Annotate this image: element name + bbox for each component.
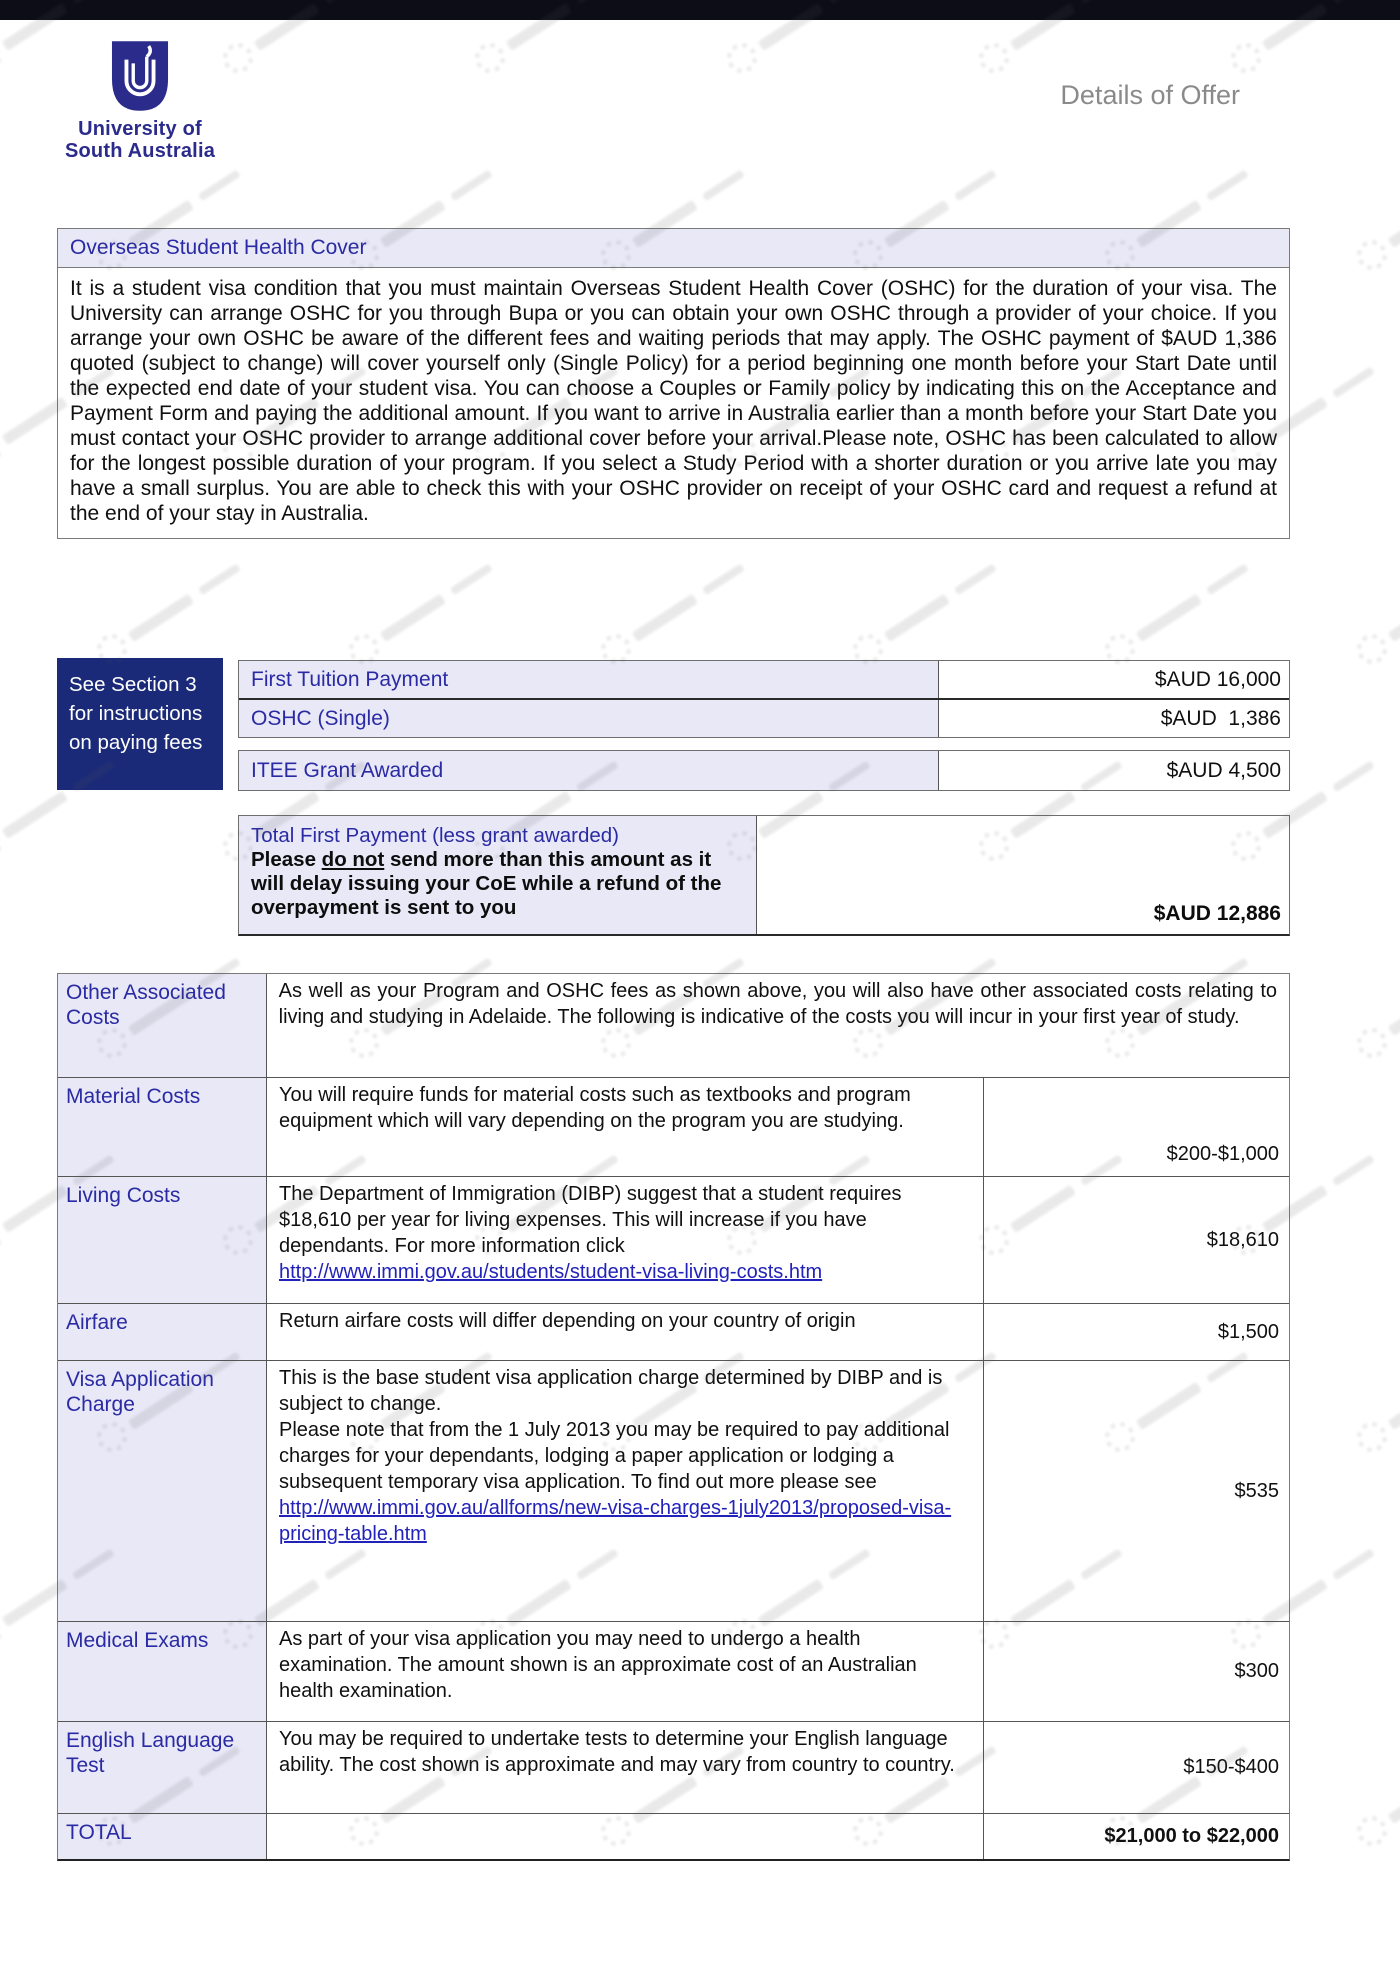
table-row (58, 974, 1289, 1077)
table-row (239, 661, 1289, 698)
cost-desc-airfare: Return airfare costs will differ depending on your country of origin (266, 1304, 983, 1360)
cost-label-visa: Visa Application Charge (58, 1361, 266, 1621)
watermark-icon (469, 37, 510, 78)
total-first-payment-table (238, 815, 1290, 936)
watermark-icon (0, 1219, 7, 1260)
watermark-icon (1351, 1416, 1392, 1457)
cost-amount-material: $200-$1,000 (983, 1078, 1289, 1176)
table-row (239, 698, 1289, 737)
table-row (58, 1813, 1289, 1859)
cost-amount-total: $21,000 to $22,000 (983, 1814, 1289, 1859)
cost-amount-visa: $535 (983, 1361, 1289, 1621)
visa-text1: This is the base student visa application charge determined by DIBP and is subject to change. (279, 1367, 943, 1415)
logo-wordmark (54, 118, 226, 162)
callout-line1: See Section 3 (69, 673, 197, 696)
table-row (58, 1621, 1289, 1721)
unisa-logo (54, 40, 226, 162)
cost-label-english: English Language Test (58, 1722, 266, 1813)
visa-pricing-link[interactable]: http://www.immi.gov.au/allforms/new-visa-charges-1july2013/proposed-visa-pricing-table.htm (279, 1497, 952, 1545)
grant-table (238, 750, 1290, 791)
cost-label-medical: Medical Exams (58, 1622, 266, 1721)
cost-label-living: Living Costs (58, 1177, 266, 1303)
watermark-stamp (91, 554, 247, 670)
cost-desc-material: You will require funds for material costs such as textbooks and program equipment which will vary depending on the program you are studying. (266, 1078, 983, 1176)
fee-label-oshc: OSHC (Single) (239, 700, 938, 737)
table-row (58, 1077, 1289, 1176)
total-first-payment-note: Please do not send more than this amount as it will delay issuing your CoE while a refund of the overpayment is sent to you (251, 848, 722, 919)
callout-line2: for instructions (69, 702, 203, 725)
total-first-payment-title: Total First Payment (less grant awarded) (251, 824, 619, 847)
table-row (58, 1721, 1289, 1813)
callout-line3: on paying fees (69, 731, 203, 754)
oshc-paragraph: It is a student visa condition that you must maintain Overseas Student Health Cover (OSHC) for the duration of your visa. The University can arrange OSHC for you through Bupa or you can obtain your own OSHC through a provider of your choice. If you arrange your own OSHC be aware of the different fees and waiting periods that may apply. The OSHC payment of $AUD 1,386 quoted (subject to change) will cover yourself only (Single Policy) for a period beginning one month before your Start Date until the expected end date of your student visa. You can choose a Couples or Family policy by indicating this on the Acceptance and Payment Form and paying the additional amount. If you want to arrive in Australia earlier than a month before your Start Date you must contact your OSHC provider to arrange additional cover before your arrival.Please note, OSHC has been calculated to allow for the longest possible duration of your program. If you select a Study Period with a shorter duration or you arrive late you may have a small surplus. You are able to check this with your OSHC provider on receipt of your OSHC card and request a refund at the end of your stay in Australia. (70, 277, 1277, 525)
table-row (239, 751, 1289, 790)
watermark-stamp (1351, 948, 1400, 1064)
cost-desc-total (266, 1814, 983, 1859)
watermark-icon (721, 37, 762, 78)
table-row (58, 1303, 1289, 1360)
logo-line2: South Australia (64, 140, 216, 162)
watermark-stamp (595, 554, 751, 670)
cost-label-airfare: Airfare (58, 1304, 266, 1360)
watermark-icon (1351, 628, 1392, 669)
fee-amount-oshc: $AUD 1,386 (938, 700, 1289, 737)
associated-costs-table (57, 973, 1290, 1861)
oshc-section (57, 228, 1290, 539)
watermark-stamp (1351, 1342, 1400, 1458)
watermark-icon (0, 825, 7, 866)
watermark-icon (973, 37, 1014, 78)
table-row (58, 1360, 1289, 1621)
watermark-icon (0, 1613, 7, 1654)
watermark-icon (1351, 234, 1392, 275)
watermark-stamp (1099, 554, 1255, 670)
visa-text2: Please note that from the 1 July 2013 you may be required to pay additional charges for your dependants, lodging a paper application or lodging a subsequent temporary visa application. To find out more please see (279, 1419, 950, 1493)
cost-amount-living: $18,610 (983, 1177, 1289, 1303)
cost-desc-living: The Department of Immigration (DIBP) suggest that a student requires $18,610 per year for living expenses. This will increase if you have dependants. For more information click http://www.immi.gov.au/students/student-visa-living-costs.htm (266, 1177, 983, 1303)
cost-desc-english: You may be required to undertake tests to determine your English language ability. The cost shown is approximate and may vary from country to country. (266, 1722, 983, 1813)
logo-line1: University of (78, 118, 202, 140)
page-title: Details of Offer (1060, 80, 1240, 110)
cost-amount-english: $150-$400 (983, 1722, 1289, 1813)
total-first-payment-label-cell (239, 816, 756, 934)
fee-amount-tuition: $AUD 16,000 (938, 661, 1289, 698)
total-first-payment-amount: $AUD 12,886 (756, 816, 1289, 934)
watermark-icon (0, 431, 7, 472)
watermark-icon (1351, 1022, 1392, 1063)
cost-label-other: Other Associated Costs (58, 974, 266, 1077)
cost-desc-medical: As part of your visa application you may need to undergo a health examination. The amount shown is an approximate cost of an Australian health examination. (266, 1622, 983, 1721)
cost-label-material: Material Costs (58, 1078, 266, 1176)
watermark-stamp (1351, 1736, 1400, 1852)
cost-label-total: TOTAL (58, 1814, 266, 1859)
watermark-stamp (1351, 554, 1400, 670)
watermark-icon (1351, 1810, 1392, 1851)
watermark-stamp (343, 554, 499, 670)
cost-desc-other: As well as your Program and OSHC fees as shown above, you will also have other associated costs relating to living and studying in Adelaide. The following is indicative of the costs you will incur in your first year of study. (266, 974, 1289, 1077)
watermark-icon (0, 37, 7, 78)
cost-desc-visa (266, 1361, 983, 1621)
top-black-bar (0, 0, 1400, 20)
see-section3-callout (57, 658, 223, 790)
watermark-icon (1225, 37, 1266, 78)
fee-label-grant: ITEE Grant Awarded (239, 751, 938, 790)
first-payment-table (238, 660, 1290, 738)
cost-amount-medical: $300 (983, 1622, 1289, 1721)
fee-amount-grant: $AUD 4,500 (938, 751, 1289, 790)
living-costs-link[interactable]: http://www.immi.gov.au/students/student-visa-living-costs.htm (279, 1261, 823, 1283)
watermark-stamp (1351, 160, 1400, 276)
unisa-shield-icon (111, 40, 169, 112)
table-row (58, 1176, 1289, 1303)
watermark-stamp (847, 554, 1003, 670)
oshc-heading: Overseas Student Health Cover (58, 229, 1289, 268)
fee-label-tuition: First Tuition Payment (239, 661, 938, 698)
cost-amount-airfare: $1,500 (983, 1304, 1289, 1360)
